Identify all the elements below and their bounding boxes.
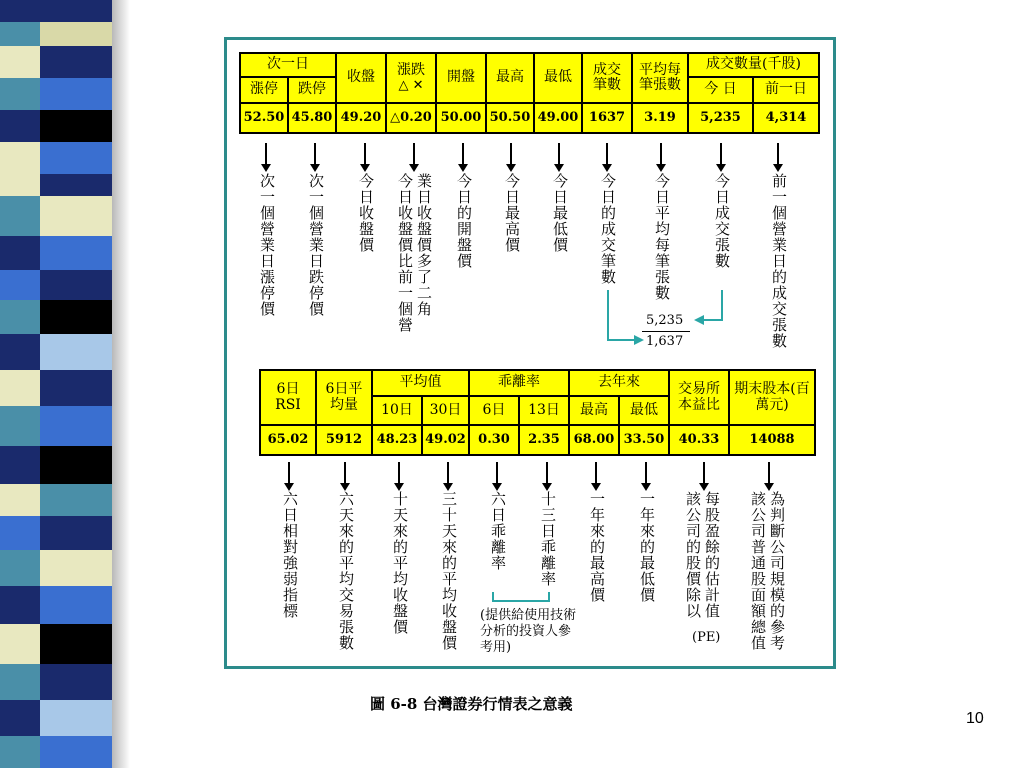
value-change	[385, 102, 437, 134]
note-ma10: 十天來的平均收盤價	[391, 491, 409, 635]
down-arrow-icon	[265, 143, 267, 165]
note-high: 今日最高價	[503, 173, 521, 253]
note-capital-2: 該公司普通股面額總值	[749, 491, 767, 651]
bias-note: (提供給使用技術分析的投資人參考用)	[480, 608, 577, 655]
note-bias6: 六日乖離率	[489, 491, 507, 571]
value-capital: 14088	[728, 424, 816, 456]
change-symbols	[398, 79, 423, 93]
header-pe: 交易所本益比	[668, 369, 730, 426]
note-open: 今日的開盤價	[455, 173, 473, 269]
header-prev-day: 前一日	[752, 76, 820, 104]
header-high: 最高	[485, 52, 535, 104]
value-today: 5,235	[687, 102, 754, 134]
down-arrow-icon	[720, 143, 722, 165]
value-ly-low: 33.50	[618, 424, 670, 456]
header-ma10: 10日	[371, 395, 423, 426]
fraction-bar	[642, 331, 690, 332]
down-arrow-icon	[314, 143, 316, 165]
down-arrow-icon	[768, 462, 770, 484]
down-arrow-icon	[344, 462, 346, 484]
header-ma: 平均值	[371, 369, 470, 397]
value-high: 50.50	[485, 102, 535, 134]
header-bias6: 6日	[468, 395, 520, 426]
down-arrow-icon	[462, 143, 464, 165]
value-limit-down: 45.80	[287, 102, 337, 134]
header-ly-low: 最低	[618, 395, 670, 426]
down-arrow-icon	[447, 462, 449, 484]
note-bias13: 十三日乖離率	[539, 491, 557, 587]
figure-caption: 圖 6-8 台灣證券行情表之意義	[370, 695, 573, 713]
note-close: 今日收盤價	[357, 173, 375, 253]
down-arrow-icon	[703, 462, 705, 484]
note-rsi6: 六日相對強弱指標	[281, 491, 299, 619]
note-today: 今日成交張數	[713, 173, 731, 269]
note-change-1: 今日收盤價比前一個營	[396, 173, 414, 333]
down-arrow-icon	[546, 462, 548, 484]
value-ly-high: 68.00	[568, 424, 620, 456]
down-arrow-icon	[413, 143, 415, 165]
note-limit-down: 次一個營業日跌停價	[307, 173, 325, 317]
fraction-numerator: 5,235	[646, 313, 684, 328]
header-ma30: 30日	[421, 395, 470, 426]
stripe-shadow	[112, 0, 130, 768]
value-open: 50.00	[435, 102, 487, 134]
value-prev: 4,314	[752, 102, 820, 134]
header-bias13: 13日	[518, 395, 570, 426]
value-avg: 3.19	[631, 102, 689, 134]
down-arrow-icon	[777, 143, 779, 165]
down-arrow-icon	[288, 462, 290, 484]
note-ly-high: 一年來的最高價	[588, 491, 606, 603]
header-rsi6: 6日RSI	[259, 369, 317, 426]
header-last-year: 去年來	[568, 369, 670, 397]
fraction-denominator: 1,637	[646, 334, 684, 349]
value-bias6: 0.30	[468, 424, 520, 456]
note-change-2: 業日收盤價多了二角	[415, 173, 433, 317]
note-capital-1: 為判斷公司規模的參考	[768, 491, 786, 651]
down-arrow-icon	[595, 462, 597, 484]
note-prev: 前一個營業日的成交張數	[770, 173, 788, 349]
note-limit-up: 次一個營業日漲停價	[258, 173, 276, 317]
note-pe-2: 該公司的股價除以	[684, 491, 702, 619]
header-ly-high: 最高	[568, 395, 620, 426]
decorative-stripe-column	[0, 0, 112, 768]
value-trades: 1637	[581, 102, 633, 134]
header-today: 今 日	[687, 76, 754, 104]
header-change-label: 漲跌	[397, 62, 425, 79]
down-arrow-icon	[398, 462, 400, 484]
pe-abbreviation: (PE)	[692, 630, 721, 645]
note-low: 今日最低價	[551, 173, 569, 253]
up-triangle-icon: △	[390, 109, 401, 125]
down-arrow-icon	[558, 143, 560, 165]
header-avg-per-trade: 平均每筆張數	[631, 52, 689, 104]
down-arrow-icon	[510, 143, 512, 165]
down-arrow-icon	[496, 462, 498, 484]
note-pe-1: 每股盈餘的估計值	[703, 491, 721, 619]
header-bias: 乖離率	[468, 369, 570, 397]
header-volume: 成交數量(千股)	[687, 52, 820, 78]
value-close: 49.20	[335, 102, 387, 134]
value-change-number: 0.20	[400, 109, 432, 125]
note-ma30: 三十天來的平均收盤價	[440, 491, 458, 651]
up-triangle-icon: △	[398, 77, 409, 93]
bias-bracket	[490, 590, 554, 606]
value-pe: 40.33	[668, 424, 730, 456]
down-arrow-icon	[660, 143, 662, 165]
header-limit-up: 漲停	[239, 76, 289, 104]
header-limit-down: 跌停	[287, 76, 337, 104]
value-limit-up: 52.50	[239, 102, 289, 134]
down-arrow-icon	[606, 143, 608, 165]
down-arrow-icon	[645, 462, 647, 484]
note-ly-low: 一年來的最低價	[638, 491, 656, 603]
value-bias13: 2.35	[518, 424, 570, 456]
header-change	[385, 52, 437, 104]
header-trades: 成交筆數	[581, 52, 633, 104]
value-avgvol6: 5912	[315, 424, 373, 456]
note-avg: 今日平均每筆張數	[653, 173, 671, 301]
header-next-day: 次一日	[239, 52, 337, 78]
note-trades: 今日的成交筆數	[599, 173, 617, 285]
header-capital: 期末股本(百萬元)	[728, 369, 816, 426]
down-arrow-icon	[364, 143, 366, 165]
value-ma30: 49.02	[421, 424, 470, 456]
note-avgvol6: 六天來的平均交易張數	[337, 491, 355, 651]
value-ma10: 48.23	[371, 424, 423, 456]
value-rsi6: 65.02	[259, 424, 317, 456]
header-close: 收盤	[335, 52, 387, 104]
value-low: 49.00	[533, 102, 583, 134]
page-number: 10	[966, 710, 984, 727]
header-open: 開盤	[435, 52, 487, 104]
header-low: 最低	[533, 52, 583, 104]
cross-icon: ✕	[412, 77, 424, 93]
header-avgvol6: 6日平均量	[315, 369, 373, 426]
